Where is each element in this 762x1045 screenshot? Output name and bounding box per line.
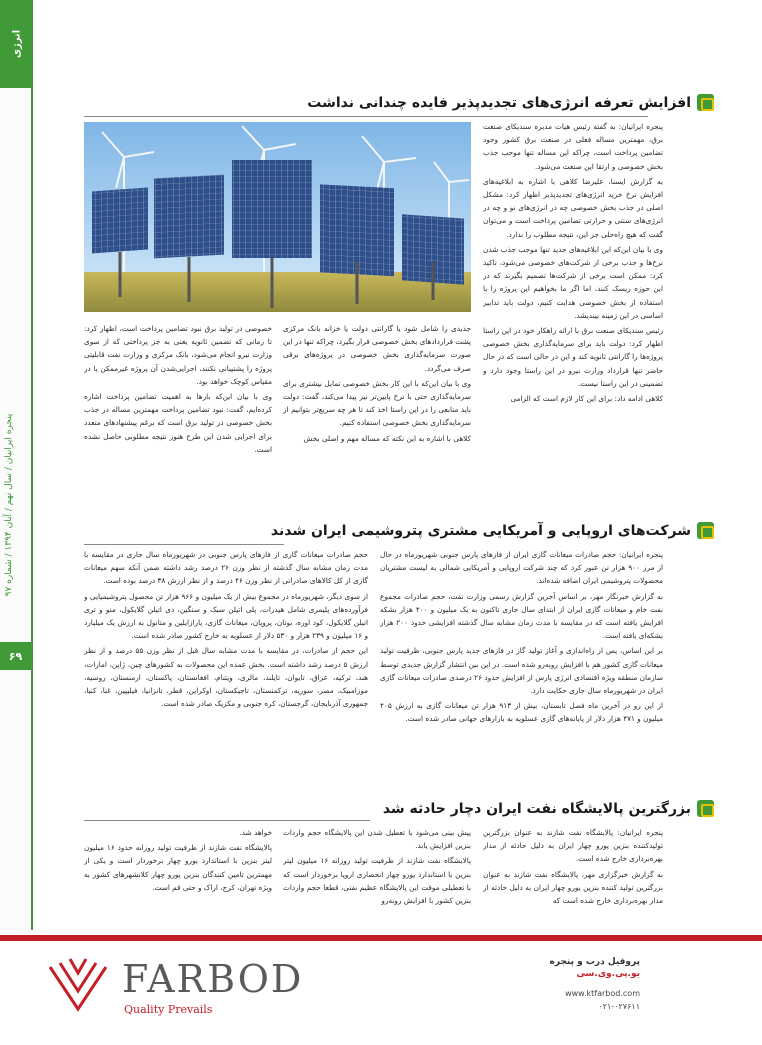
paragraph: خصوصی در تولید برق نبود تضامین پرداخت است، اظهار کرد: تا زمانی که تضمین ثانویه یعنی به جز پرداختی که از سوی وزارت نیرو انجام می‌شود، بانک مرکزی و وزارت نفت قابلیتی پروژه را پشتیبانی نکنند، اجرایی‌شدن آن پروژه غیرممکن یا در مقیاس کوچک خواهد بود. bbox=[84, 324, 272, 386]
article1-col-middle bbox=[283, 322, 471, 505]
ad-brand: FARBOD bbox=[122, 957, 304, 1001]
article3-title: بزرگترین پالایشگاه نفت ایران دچار حادثه شد bbox=[382, 800, 691, 817]
article3-col-right bbox=[483, 826, 663, 926]
paragraph: کلاهی ادامه داد: برای این کار لازم است که الزامی bbox=[510, 394, 663, 404]
news-icon bbox=[697, 522, 714, 539]
article3-col-left bbox=[84, 826, 272, 926]
paragraph: پنجره ایرانیان: پالایشگاه نفت شازند به عنوان بزرگترین تولیدکننده بنزین یورو چهار ایران به دلیل حادثه از مدار بهره‌برداری خارج شده است. bbox=[483, 828, 663, 864]
section-tab bbox=[0, 0, 33, 88]
paragraph: از این رو در آخرین ماه فصل تابستان، بیش از ۹۱۳ هزار تن میعانات گازی به ارزش ۴۰۵ میلیون و ۴۷۱ هزار دلار از پایانه‌های گازی عسلویه به بازارهای جهانی صادر شده است. bbox=[380, 701, 663, 724]
article3-rule bbox=[84, 820, 370, 821]
paragraph: به گزارش خبرگزاری مهر، پالایشگاه نفت شازند به عنوان بزرگترین تولید کننده بنزین یورو چهار ایران به دلیل حادثه از مدار بهره‌برداری خارج شده است که bbox=[483, 869, 663, 906]
article2-col-left bbox=[84, 548, 368, 798]
article2-title: شرکت‌های اروپایی و آمریکایی مشتری پتروشیمی ایران شدند bbox=[270, 522, 691, 539]
paragraph: حجم صادرات میعانات گازی از فازهای پارس جنوبی در شهریورماه سال جاری در مقایسه با مدت زمان مشابه سال گذشته از نظر وزن ۲۶ درصد رشد داشته ضمن آنکه سهم میعانات گازی از کل کالاهای صادراتی از نظر وزن ۴۶ درصد و از نظر ارزش ۳۸ درصد بوده است. bbox=[84, 550, 368, 586]
section-label: انرژی bbox=[11, 29, 22, 59]
paragraph: به گزارش خبرنگار مهر، بر اساس آخرین گزارش رسمی وزارت نفت، حجم صادرات مجموع نفت خام و میعانات گازی ایران از ابتدای سال جاری تاکنون به یک میلیون و ۴۰۰ هزار بشکه افزایش یافته است که در مقایسه با مدت زمان مشابه سال گذشته افزایشی حدود ۲۰۰ هزار بشکه‌ای یافته است. bbox=[380, 591, 663, 641]
issue-info: پنجره ایرانیان / سال نهم / آبان ۱۳۹۴ / شماره ۹۷ bbox=[4, 413, 14, 597]
ad-tagline: Quality Prevails bbox=[124, 1003, 213, 1016]
ad-product-type: یو.پی.وی.سی bbox=[576, 969, 640, 979]
sidebar bbox=[0, 0, 33, 930]
paragraph: پیش بینی می‌شود با تعطیل شدن این پالایشگاه حجم واردات بنزین افزایش یابد. bbox=[283, 828, 471, 851]
page-number: ۶۹ bbox=[0, 642, 31, 670]
paragraph: پالایشگاه نفت شازند از ظرفیت تولید روزانه ۱۶ میلیون لیتر بنزین با استاندارد یورو چهار انحصاری اروپا برخوردار است که با تعطیلی موقت این پالایشگاه عظیم نفتی، قطعا حجم واردات بنزین کشور با افزایش روبه‌رو bbox=[283, 856, 471, 906]
paragraph: این حجم از صادرات، در مقایسه با مدت مشابه سال قبل از نظر وزن ۵۵ درصد و از نظر ارزش ۵ درصد رشد داشته است. بخش عمده این محصولات به کشورهای چین، ژاپن، امارات، هند، ترکیه، عراق، تایوان، تایلند، مالزی، ویتنام، افغانستان، پاکستان، ارمنستان، روسیه، موزامبیک، مصر، سوریه، ترکمنستان، تاجیکستان، اوکراین، قطر، تانزانیا، فیلیپین، غنا، کنیا، جمهوری آذربایجان، گرجستان، کره جنوبی و مکزیک صادر شده است. bbox=[84, 646, 368, 709]
ad-contact-block bbox=[550, 957, 640, 1011]
farbod-logo-icon bbox=[42, 949, 114, 1021]
paragraph: به گزارش ایسنا، علیرضا کلاهی با اشاره به ابلاغیه‌های افزایش نرخ خرید انرژی‌های تجدیدپذیر اظهار کرد: مشکل اصلی در جذب بخش خصوصی چه در انرژی‌های نو و چه در انرژی‌های سنتی و حرارتی تضامین پرداخت است و می‌توان گفت که هیچ راه‌حلی جز این، نتیجه مطلوب را ندارد. bbox=[483, 176, 663, 239]
paragraph: پالایشگاه نفت شازند از ظرفیت تولید روزانه حدود ۱۶ میلیون لیتر بنزین با استاندارد یورو چهار برخوردار است و یکی از مهمترین تامین کنندگان بنزین یورو چهار کلانشهرهای کشور به ویژه تهران، کرج، اراک و حتی قم است. bbox=[84, 843, 272, 892]
article3-col-middle bbox=[283, 826, 471, 926]
article2-col-right bbox=[380, 548, 663, 798]
paragraph: بر این اساس، پس از راه‌اندازی و آغاز تولید گاز در فازهای جدید پارس جنوبی، ظرفیت تولید میعانات گازی کشور هم با افزایش روبه‌رو شده است. در این بین انتشار گزارش جدیدی توسط سازمان منطقه ویژه اقتصادی انرژی پارس از افزایش حدود ۲۶ درصدی صادرات میعانات گازی ایران در شهریورماه سال جاری حکایت دارد. bbox=[380, 646, 663, 696]
ad-phone: ۰۲۱-۰۲۷۶۱۱ bbox=[598, 1002, 640, 1011]
solar-panels-photo bbox=[84, 122, 471, 312]
article3-headline bbox=[383, 800, 714, 817]
paragraph: وی با بیان این‌که با این کار بخش خصوصی تمایل بیشتری برای سرمایه‌گذاری حتی با نرخ پایین‌تر نیز پیدا می‌کند، گفت: دولت باید منابعی را در این راستا اخذ کند تا هر چه سریع‌تر بتوانیم از سرمایه‌گذاری بخش خصوصی استفاده کنیم. bbox=[283, 378, 471, 428]
paragraph: وی با بیان این‌که این ابلاغیه‌های جدید تنها موجب جذب شدن نرخ‌ها و جذب برخی از شرکت‌های خصوصی می‌شود، تاکید کرد: ممکن است برخی از شرکت‌ها تصمیم بگیرند که در این حوزه ریسک کنند، اما اگر ما بخواهیم این پروژه را با استفاده از بخش خصوصی هدایت کنیم، دولت باید تدابیر اساسی در این زمینه بیندیشد. bbox=[483, 244, 663, 320]
paragraph: وی با بیان این‌که بارها به اهمیت تضامین پرداخت اشاره کرده‌ایم، گفت: نبود تضامین پرداخت مهمترین مساله در جذب بخش خصوصی در تولید برق است که برغم پیشنهادهای متعدد برای اجرایی شدن این طرح هنوز نتیجه مطلوبی حاصل نشده است. bbox=[84, 392, 272, 454]
article1-rule bbox=[84, 116, 648, 117]
ad-accent-band bbox=[0, 935, 762, 941]
article1-title: افزایش تعرفه انرژی‌های تجدیدپذیر فایده چندانی نداشت bbox=[307, 94, 691, 111]
article1-headline bbox=[307, 94, 714, 111]
ad-product-line: پروفیل درب و پنجره bbox=[549, 957, 640, 967]
solar-panels-illustration bbox=[84, 122, 471, 312]
sidebar-rule bbox=[31, 88, 33, 930]
news-icon bbox=[697, 94, 714, 111]
article1-col-left bbox=[84, 322, 272, 505]
paragraph: از سوی دیگر، شهریورماه در مجموع بیش از یک میلیون و ۹۶۶ هزار تن محصول پتروشیمیایی و فرآورده‌های پلیمری شامل هیدرات، پلی اتیلن سبک و سنگین، دی اتیلن گلایکول، منو و تری اتیلن گلایکول، کود اوره، بوتان، پروپان، میعانات گازی، پارازایلین و متانول به ارزش یک میلیارد و ۱۶ میلیون و ۲۳۹ هزار و ۵۳۰ دلار از عسلویه به خارج کشور صادر شده است. bbox=[84, 591, 368, 641]
farbod-advertisement bbox=[0, 935, 762, 1045]
news-icon bbox=[697, 800, 714, 817]
article2-rule bbox=[84, 544, 284, 545]
article2-headline bbox=[271, 522, 714, 539]
paragraph: کلاهی با اشاره به این نکته که مساله مهم و اصلی بخش bbox=[303, 433, 471, 443]
paragraph: رئیس سندیکای صنعت برق با ارائه راهکار خود در این راستا اظهار کرد: دولت باید برای سرمایه‌گذاری بخش خصوصی پروژه‌ها را گارانتی ثانویه کند و این در حالی است که در حال حاضر تنها قرارداد وزارت نیرو در این راستا وجود دارد و تضمینی در این راستا نیست. bbox=[483, 326, 663, 388]
ad-website: www.ktfarbod.com bbox=[565, 989, 640, 998]
article1-col-right bbox=[483, 120, 663, 505]
paragraph: خواهد شد. bbox=[239, 828, 272, 837]
paragraph: پنجره ایرانیان: به گفته رئیس هیات مدیره سندیکای صنعت برق، مهمترین مساله فعلی در صنعت برق کشور وجود تضامین پرداخت است، چراکه این مساله تنها موجب جذب بخش خصوصی و ارتقا این صنعت می‌شود. bbox=[483, 122, 663, 171]
paragraph: جدیدی را شامل شود یا گارانتی دولت یا خزانه بانک مرکزی پشت قراردادهای بخش خصوصی قرار بگیرد، چراکه تنها در این صورت سرمایه‌گذاری بخش خصوصی در پروژه‌های برقی صرف می‌گردد. bbox=[283, 324, 471, 373]
paragraph: پنجره ایرانیان: حجم صادرات میعانات گازی ایران از فازهای پارس جنوبی شهریورماه در حال از مرز ۹۰۰ هزار تن عبور کرد که چند شرکت اروپایی و آمریکایی شمالی به لیست مشتریان محصولات پتروشیمی ایران اضافه شده‌اند. bbox=[380, 550, 663, 586]
